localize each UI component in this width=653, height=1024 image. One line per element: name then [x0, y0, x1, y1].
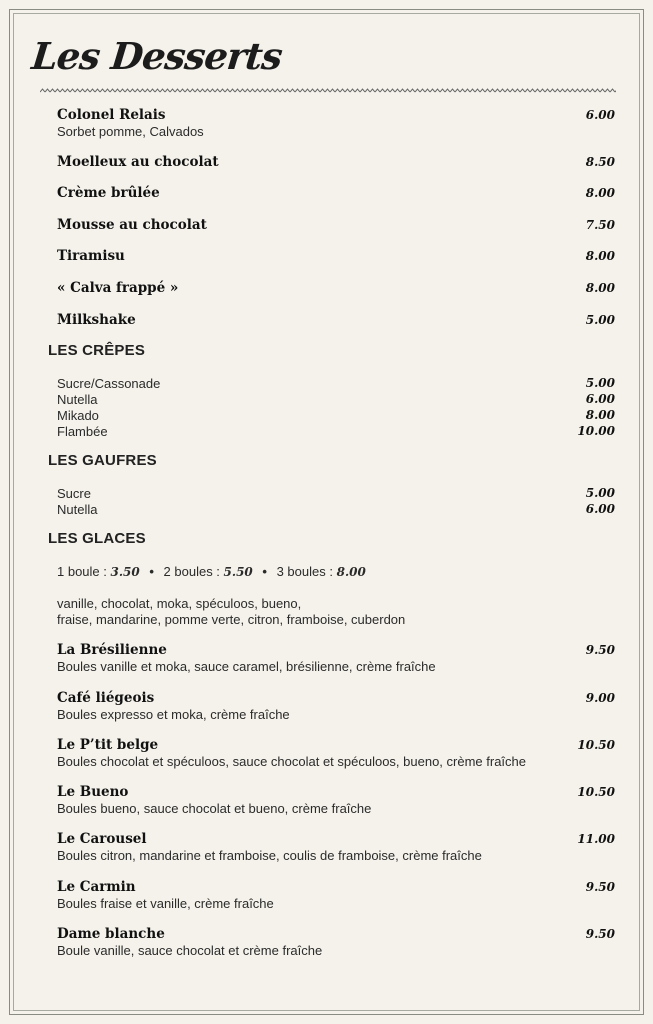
crepe-item	[57, 423, 617, 439]
glace-price: 10.50	[577, 785, 615, 799]
dessert-name: Crème brûlée	[57, 185, 160, 201]
section-heading-glaces: LES GLACES	[48, 530, 146, 547]
dessert-price: 8.00	[585, 249, 615, 263]
glace-name: Le P’tit belge	[57, 737, 159, 753]
glace-item	[57, 879, 617, 912]
glace-item	[57, 784, 617, 817]
dessert-name: Colonel Relais	[57, 107, 166, 123]
dessert-name: « Calva frappé »	[57, 280, 179, 296]
dessert-price: 8.00	[585, 281, 615, 295]
glace-name: Dame blanche	[57, 926, 165, 942]
dessert-item	[57, 154, 617, 170]
section-heading-gaufres: LES GAUFRES	[48, 452, 157, 469]
menu-title: Les Desserts	[29, 34, 284, 78]
gaufre-name: Nutella	[57, 502, 98, 517]
dessert-item	[57, 185, 617, 201]
gaufre-price: 5.00	[585, 486, 615, 500]
glace-item	[57, 737, 617, 770]
dessert-description: Sorbet pomme, Calvados	[57, 124, 204, 139]
glace-price: 9.50	[585, 927, 615, 941]
gaufre-price: 6.00	[585, 502, 615, 516]
bullet-separator: •	[262, 564, 267, 579]
glace-price: 9.50	[585, 880, 615, 894]
crepe-item	[57, 407, 617, 423]
glace-name: La Brésilienne	[57, 642, 167, 658]
crepe-price: 6.00	[585, 392, 615, 406]
bullet-separator: •	[149, 564, 154, 579]
scoop-1-label: 1 boule :	[57, 564, 107, 579]
glace-item	[57, 690, 617, 723]
dessert-name: Milkshake	[57, 312, 136, 328]
crepe-name: Mikado	[57, 408, 99, 423]
flavours-line-2: fraise, mandarine, pomme verte, citron, framboise, cuberdon	[57, 612, 406, 627]
scoop-pricing	[57, 564, 366, 580]
scoop-2-label: 2 boules :	[163, 564, 220, 579]
crepe-name: Nutella	[57, 392, 98, 407]
crepe-name: Flambée	[57, 424, 108, 439]
glace-description: Boules chocolat et spéculoos, sauce chocolat et spéculoos, bueno, crème fraîche	[57, 754, 527, 769]
crepe-item	[57, 391, 617, 407]
scoop-3-price: 8.00	[336, 565, 366, 579]
glace-item	[57, 831, 617, 864]
crepe-price: 8.00	[585, 408, 615, 422]
glace-name: Café liégeois	[57, 690, 155, 706]
dessert-price: 5.00	[585, 313, 615, 327]
dessert-name: Tiramisu	[57, 248, 125, 264]
dessert-price: 8.00	[585, 186, 615, 200]
glace-name: Le Bueno	[57, 784, 129, 800]
dessert-item	[57, 312, 617, 328]
dessert-item	[57, 107, 617, 140]
crepe-price: 5.00	[585, 376, 615, 390]
dessert-item	[57, 248, 617, 264]
gaufre-item	[57, 485, 617, 501]
glace-description: Boules vanille et moka, sauce caramel, brésilienne, crème fraîche	[57, 659, 436, 674]
glace-item	[57, 642, 617, 675]
glace-price: 11.00	[577, 832, 615, 846]
glace-price: 9.50	[585, 643, 615, 657]
gaufre-item	[57, 501, 617, 517]
scoop-3-label: 3 boules :	[276, 564, 333, 579]
glace-description: Boules expresso et moka, crème fraîche	[57, 707, 290, 722]
glace-description: Boules fraise et vanille, crème fraîche	[57, 896, 274, 911]
glace-item	[57, 926, 617, 959]
dessert-item	[57, 217, 617, 233]
dessert-name: Mousse au chocolat	[57, 217, 207, 233]
dessert-price: 7.50	[585, 218, 615, 232]
section-heading-crepes: LES CRÊPES	[48, 342, 146, 359]
crepe-price: 10.00	[577, 424, 615, 438]
glace-description: Boules citron, mandarine et framboise, coulis de framboise, crème fraîche	[57, 848, 482, 863]
scoop-1-price: 3.50	[110, 565, 140, 579]
dessert-price: 6.00	[585, 108, 615, 122]
glace-name: Le Carmin	[57, 879, 136, 895]
dessert-item	[57, 280, 617, 296]
gaufre-name: Sucre	[57, 486, 91, 501]
glace-name: Le Carousel	[57, 831, 147, 847]
crepe-item	[57, 375, 617, 391]
glace-description: Boule vanille, sauce chocolat et crème fraîche	[57, 943, 323, 958]
flavours-line-1: vanille, chocolat, moka, spéculoos, bueno,	[57, 596, 302, 611]
glace-description: Boules bueno, sauce chocolat et bueno, crème fraîche	[57, 801, 372, 816]
glace-price: 10.50	[577, 738, 615, 752]
dessert-name: Moelleux au chocolat	[57, 154, 219, 170]
crepe-name: Sucre/Cassonade	[57, 376, 161, 391]
title-divider	[40, 88, 616, 93]
glace-price: 9.00	[585, 691, 615, 705]
dessert-price: 8.50	[585, 155, 615, 169]
scoop-2-price: 5.50	[223, 565, 253, 579]
